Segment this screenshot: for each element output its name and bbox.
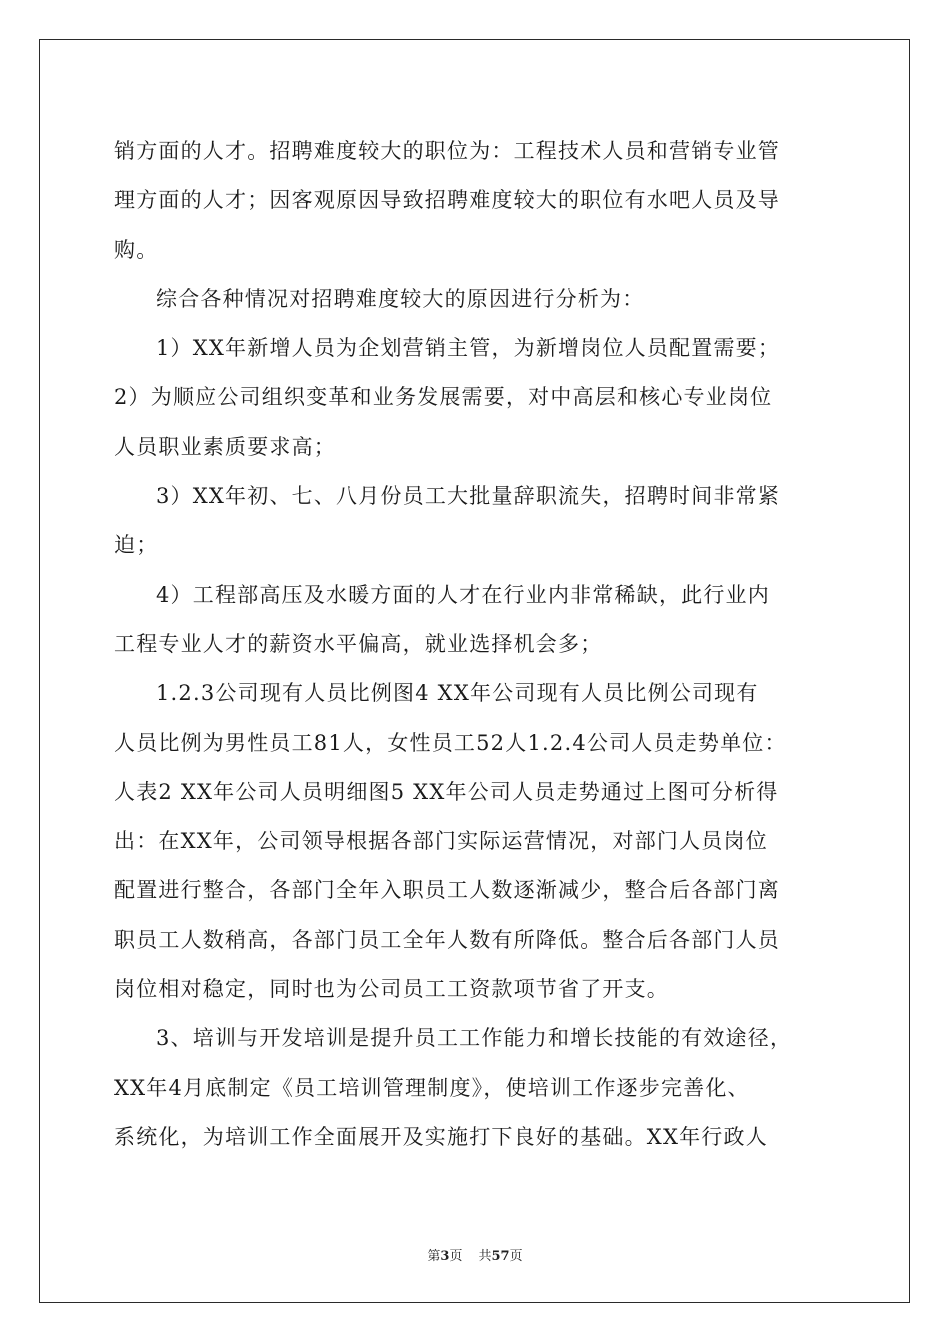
- paragraph-line: 3）XX年初、七、八月份员工大批量辞职流失，招聘时间非常紧: [156, 484, 781, 509]
- paragraph-line: 1.2.3公司现有人员比例图4 XX年公司现有人员比例公司现有: [156, 681, 759, 706]
- text-line: 出：在XX年，公司领导根据各部门实际运营情况，对部门人员岗位: [114, 829, 768, 854]
- text-line: 配置进行整合，各部门全年入职员工人数逐渐减少，整合后各部门离: [114, 878, 780, 903]
- text-line: 人员职业素质要求高；: [114, 434, 336, 459]
- paragraph-line: 1）XX年新增人员为企划营销主管，为新增岗位人员配置需要；: [156, 336, 781, 361]
- page-suffix: 页: [449, 1249, 463, 1264]
- text-line: 岗位相对稳定，同时也为公司员工工资款项节省了开支。: [114, 977, 669, 1002]
- text-line: 2）为顺应公司组织变革和业务发展需要，对中高层和核心专业岗位: [114, 385, 773, 410]
- text-line: 系统化，为培训工作全面展开及实施打下良好的基础。XX年行政人: [114, 1124, 768, 1149]
- text-line: 迫；: [114, 533, 159, 558]
- text-line: 购。: [114, 237, 159, 262]
- paragraph-line: 3、培训与开发培训是提升员工工作能力和增长技能的有效途径，: [156, 1026, 793, 1051]
- total-prefix: 共: [478, 1249, 492, 1264]
- paragraph-line: 4）工程部高压及水暖方面的人才在行业内非常稀缺，此行业内: [156, 582, 770, 607]
- total-suffix: 页: [509, 1249, 523, 1264]
- text-line: XX年4月底制定《员工培训管理制度》，使培训工作逐步完善化、: [114, 1075, 750, 1100]
- text-line: 人表2 XX年公司人员明细图5 XX年公司人员走势通过上图可分析得: [114, 779, 779, 804]
- text-line: 人员比例为男性员工81人，女性员工52人1.2.4公司人员走势单位：: [114, 730, 787, 755]
- paragraph-line: 综合各种情况对招聘难度较大的原因进行分析为：: [156, 286, 645, 311]
- document-body: [114, 127, 836, 1162]
- text-line: 工程专业人才的薪资水平偏高，就业选择机会多；: [114, 631, 603, 656]
- text-line: 职员工人数稍高，各部门员工全年人数有所降低。整合后各部门人员: [114, 927, 780, 952]
- text-line: 理方面的人才；因客观原因导致招聘难度较大的职位有水吧人员及导: [114, 188, 780, 213]
- page-prefix: 第: [427, 1249, 441, 1264]
- total-pages: 57: [491, 1249, 510, 1264]
- page-footer: [0, 1245, 950, 1264]
- text-line: 销方面的人才。招聘难度较大的职位为：工程技术人员和营销专业管: [114, 139, 780, 163]
- page-number: 3: [440, 1249, 450, 1264]
